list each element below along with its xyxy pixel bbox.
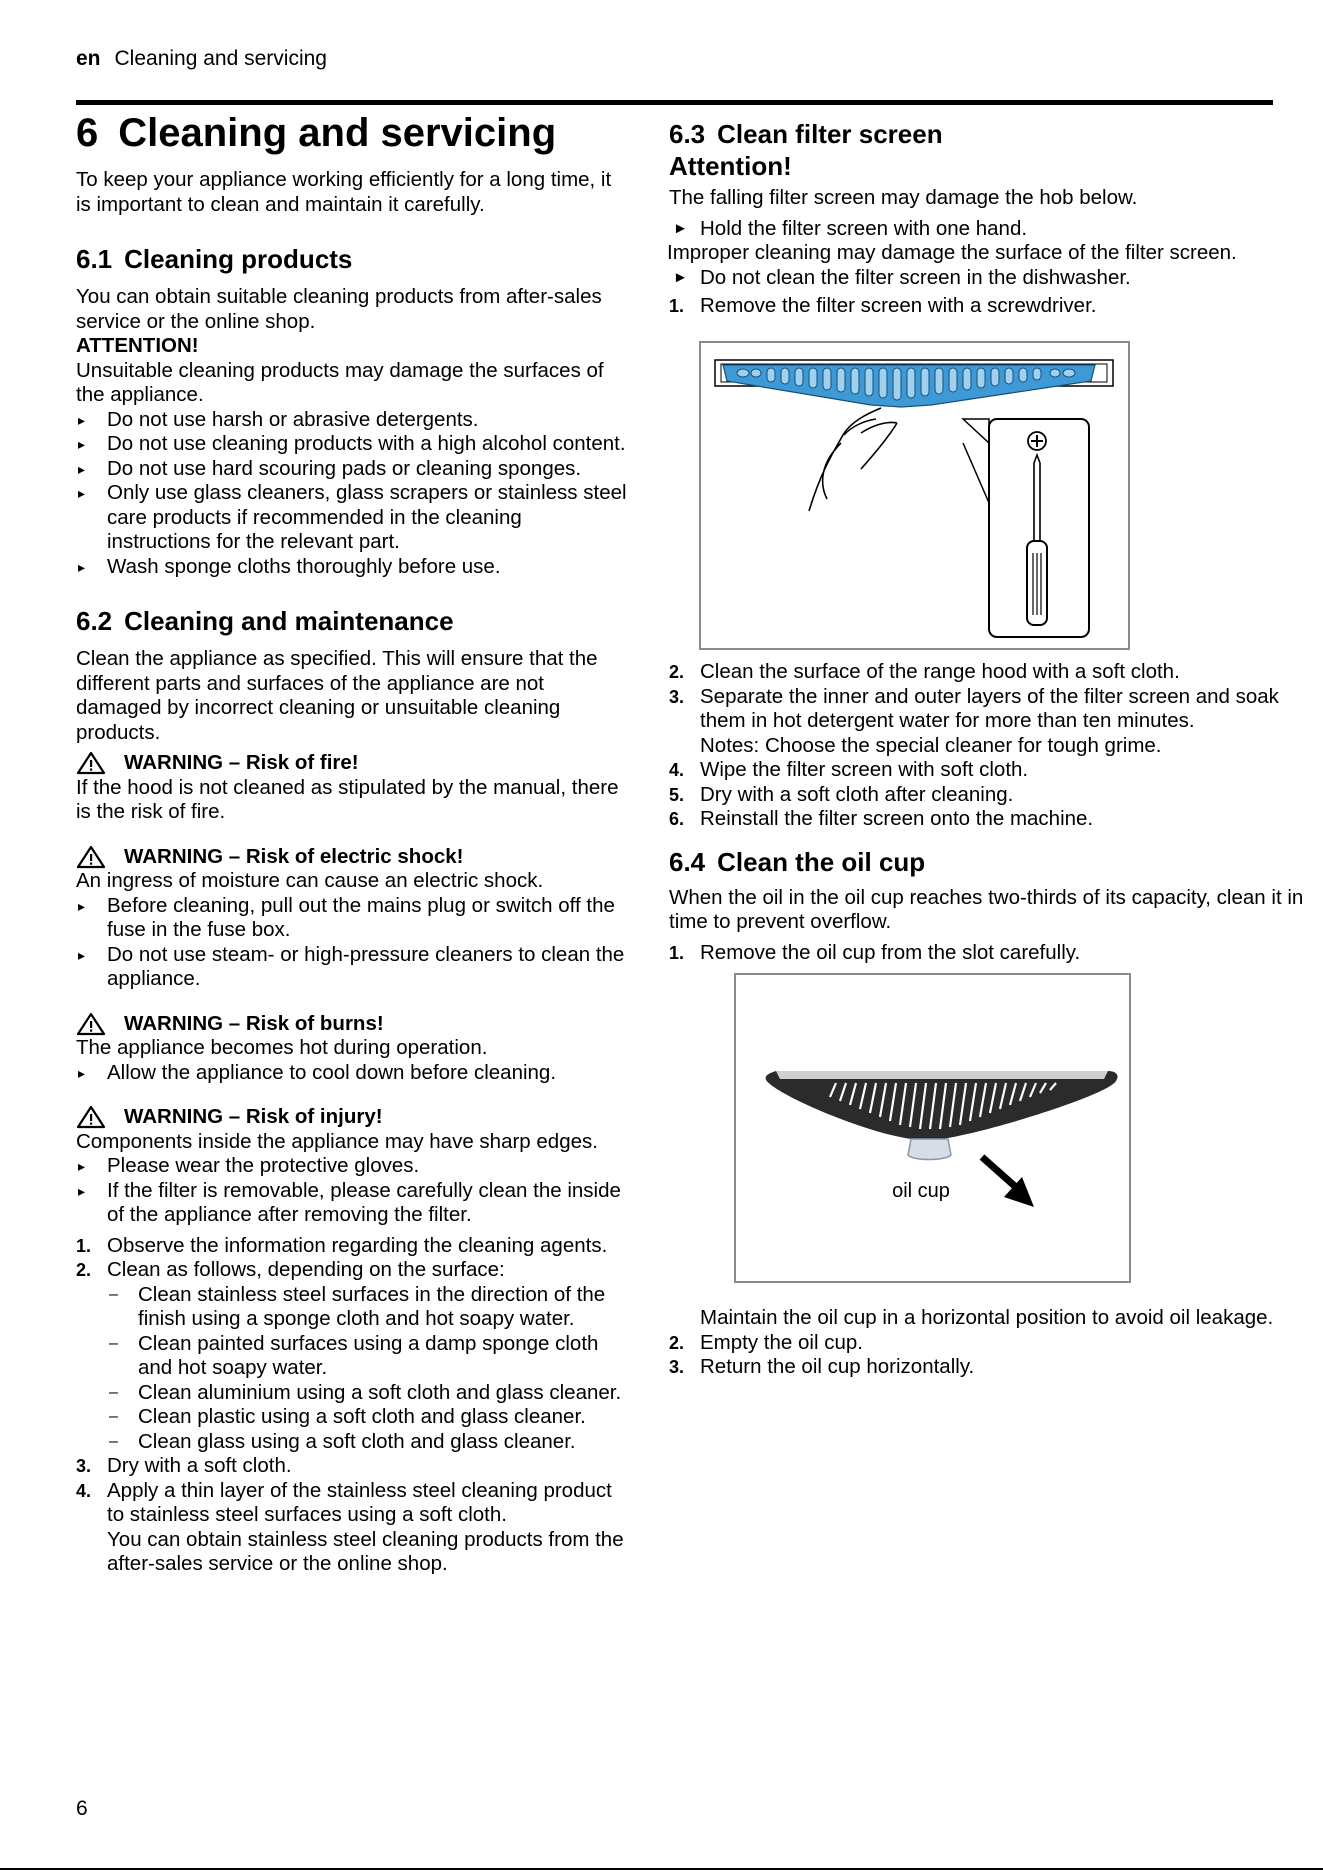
oil-steps <box>669 1331 1309 1380</box>
list-item: ▸ Allow the appliance to cool down before cleaning. <box>76 1061 631 1086</box>
surface-list <box>107 1283 631 1455</box>
filter-step-1 <box>669 294 1309 319</box>
subsection-title-6-4: 6.4 Clean the oil cup <box>669 846 926 877</box>
burns-list <box>76 1061 631 1086</box>
list-item: – Clean glass using a soft cloth and glass cleaner. <box>107 1430 631 1455</box>
warning-triangle-icon <box>76 751 106 775</box>
warning-triangle-icon <box>76 1012 106 1036</box>
warning-burns-text: The appliance becomes hot during operation. <box>76 1036 488 1059</box>
warning-shock-text: An ingress of moisture can cause an electric shock. <box>76 869 544 892</box>
list-item: – Clean plastic using a soft cloth and glass cleaner. <box>107 1405 631 1430</box>
page-number: 6 <box>76 1797 88 1820</box>
oil-cup-text: When the oil in the oil cup reaches two-thirds of its capacity, clean it in time to prevent overflow. <box>669 885 1304 933</box>
list-item: 5. Dry with a soft cloth after cleaning. <box>669 782 1014 806</box>
list-item: ▸ Please wear the protective gloves. <box>76 1154 631 1179</box>
list-item: 1. Observe the information regarding the cleaning agents. <box>76 1233 608 1257</box>
list-item: 6. Reinstall the filter screen onto the machine. <box>669 807 1094 830</box>
filter-steps <box>669 660 1309 832</box>
oil-steps-block <box>669 1306 1309 1380</box>
filter-screen-illustration <box>701 343 1128 648</box>
list-item: ▸ Do not use hard scouring pads or cleaning sponges. <box>76 457 631 482</box>
list-item: ▸ Do not use steam- or high-pressure cleaners to clean the appliance. <box>76 943 631 992</box>
list-item: 4. Wipe the filter screen with soft cloth. <box>669 758 1029 781</box>
oil-step-1-extra: Maintain the oil cup in a horizontal position to avoid oil leakage. <box>700 1306 1274 1329</box>
warning-fire-text: If the hood is not cleaned as stipulated by the manual, there is the risk of fire. <box>76 775 619 823</box>
list-item: 1. Remove the filter screen with a screwdriver. <box>669 294 1097 317</box>
list-item: ▸ Only use glass cleaners, glass scrapers or stainless steel care products if recommended in the cleaning instructions for the relevant part. <box>76 481 631 555</box>
list-item: 1. Remove the oil cup from the slot carefully. <box>669 940 1081 964</box>
oil-cup-figure <box>734 973 1131 1283</box>
list-item: ▸ Before cleaning, pull out the mains plug or switch off the fuse in the fuse box. <box>76 894 631 943</box>
warning-triangle-icon <box>76 1105 106 1129</box>
filter-steps-block <box>669 660 1309 965</box>
list-item: 2. Clean the surface of the range hood with a soft cloth. <box>669 660 1180 683</box>
right-column <box>669 118 1309 319</box>
injury-list <box>76 1154 631 1228</box>
attention-label: ATTENTION! <box>76 334 199 357</box>
filter-warning-text: The falling filter screen may damage the hob below. <box>669 186 1138 209</box>
subsection-title-6-3: 6.3 Clean filter screen <box>669 119 943 149</box>
oil-cup-illustration <box>736 975 1129 1281</box>
header-rule <box>76 100 1273 105</box>
list-item: – Clean stainless steel surfaces in the direction of the finish using a sponge cloth and hot soapy water. <box>107 1283 631 1332</box>
attention-text: Unsuitable cleaning products may damage the surfaces of the appliance. <box>76 358 604 406</box>
list-item: 3. Return the oil cup horizontally. <box>669 1355 975 1378</box>
warning-shock: WARNING – Risk of electric shock! <box>76 845 631 870</box>
left-column <box>76 108 631 1577</box>
list-item: ▸ If the filter is removable, please carefully clean the inside of the appliance after removing the filter. <box>76 1179 631 1228</box>
filter-improper-text: Improper cleaning may damage the surface of the filter screen. <box>667 241 1237 264</box>
warning-triangle-icon <box>76 845 106 869</box>
maintenance-text: Clean the appliance as specified. This will ensure that the different parts and surfaces of the appliance are not damaged by incorrect cleaning or unsuitable cleaning products. <box>76 647 598 744</box>
list-item: – Clean aluminium using a soft cloth and glass cleaner. <box>107 1381 631 1406</box>
list-item: 3. Separate the inner and outer layers of the filter screen and soak them in hot detergent water for more than ten minutes. Notes: Choose the special cleaner for tough grime. <box>669 684 1279 757</box>
list-item: 4. Apply a thin layer of the stainless steel cleaning product to stainless steel surfaces using a soft cloth. You can obtain stainless steel cleaning products from the after-sales service or the online shop. <box>76 1478 624 1575</box>
filter-screen-figure <box>699 341 1130 650</box>
oil-step-1 <box>669 941 1309 966</box>
list-item: ▸ Do not use harsh or abrasive detergents. <box>76 408 631 433</box>
header-title: Cleaning and servicing <box>114 47 327 70</box>
filter-bullet-1 <box>669 217 1309 242</box>
shock-list <box>76 894 631 992</box>
list-item: 2. Empty the oil cup. <box>669 1330 863 1354</box>
list-item: ▸ Wash sponge cloths thoroughly before use. <box>76 555 631 580</box>
subsection-title-6-1: 6.1 Cleaning products <box>76 244 353 274</box>
list-item: ▸ Do not use cleaning products with a high alcohol content. <box>76 432 631 457</box>
list-item: 3. Dry with a soft cloth. <box>76 1454 292 1477</box>
filter-bullet-2 <box>669 266 1309 291</box>
section-title: 6 Cleaning and servicing <box>76 111 557 155</box>
list-item: – Clean painted surfaces using a damp sponge cloth and hot soapy water. <box>107 1332 631 1381</box>
warning-fire: WARNING – Risk of fire! <box>76 751 631 776</box>
list-item: 2. Clean as follows, depending on the surface: – Clean stainless steel surfaces in the direction of the finish using a sponge cloth and hot soapy water. – Clean painted surfaces using a damp sponge cloth and hot soapy water. – Clean aluminium using a soft cloth and glass cleaner. – Clean plastic using a soft cloth and glass cleaner. – Clean glass using a soft cloth and glass cleaner. <box>76 1258 631 1454</box>
list-item: ► Hold the filter screen with one hand. <box>669 217 1309 242</box>
section-intro: To keep your appliance working efficiently for a long time, it is important to clean and maintain it carefully. <box>76 168 612 216</box>
header-lang: en <box>76 47 101 70</box>
subsection-title-6-2: 6.2 Cleaning and maintenance <box>76 606 454 636</box>
warning-injury-text: Components inside the appliance may have sharp edges. <box>76 1129 598 1153</box>
warning-burns: WARNING – Risk of burns! <box>76 1012 631 1037</box>
oil-cup-label: oil cup <box>892 1180 950 1202</box>
list-item: ► Do not clean the filter screen in the dishwasher. <box>669 266 1309 291</box>
warning-injury: WARNING – Risk of injury! <box>76 1105 631 1130</box>
attention-heading: Attention! <box>669 151 792 181</box>
running-header <box>76 47 327 71</box>
cleaning-products-list <box>76 408 631 580</box>
cleaning-products-text: You can obtain suitable cleaning products from after-sales service or the online shop. <box>76 285 602 333</box>
cleaning-steps <box>76 1234 631 1577</box>
